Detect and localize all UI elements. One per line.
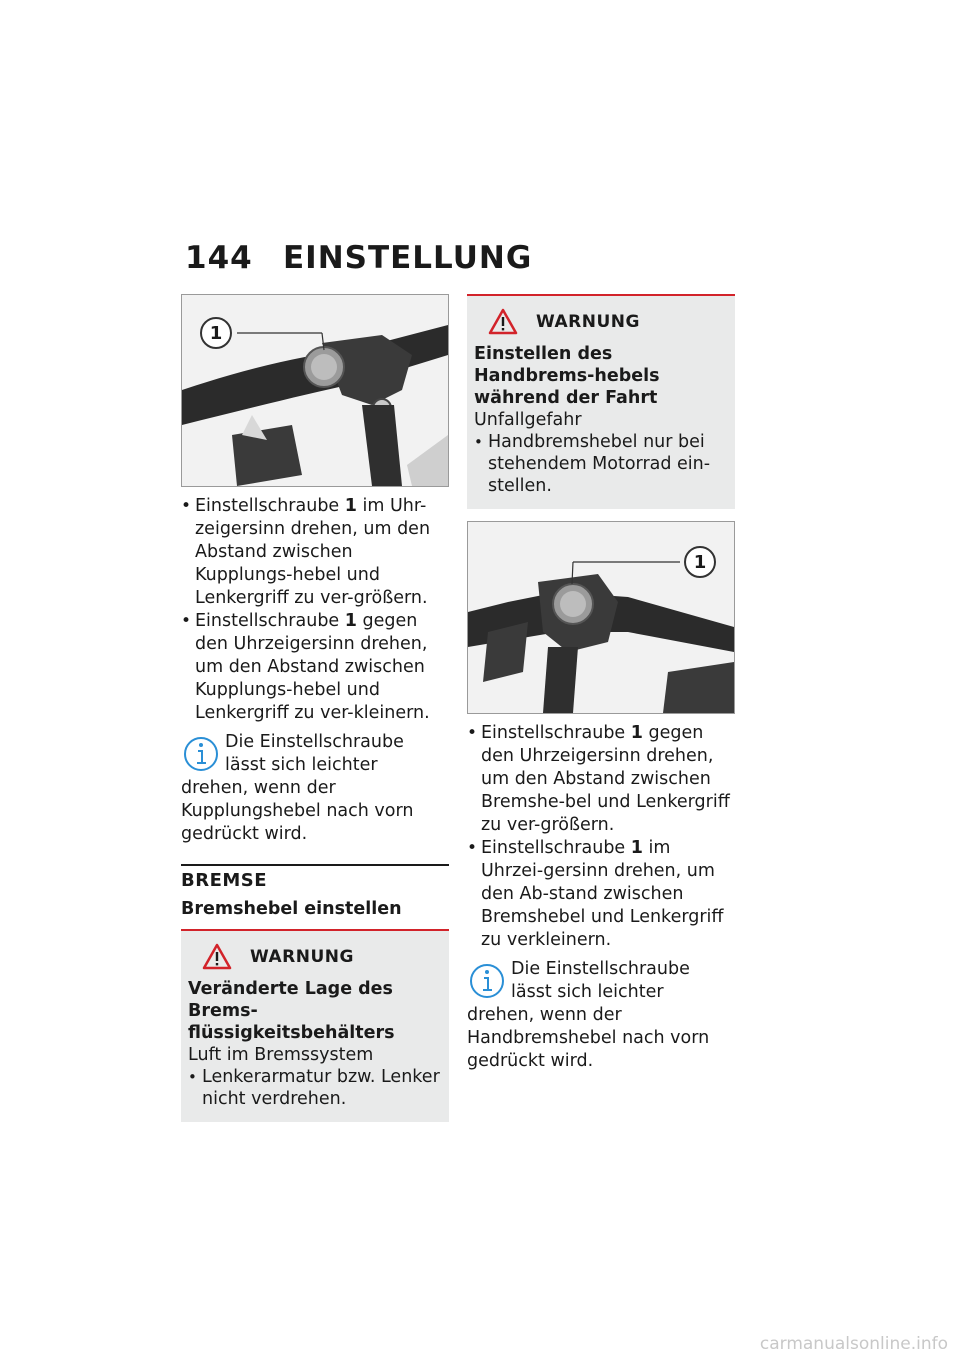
warning-box (467, 294, 735, 509)
callout-number: 1 (693, 551, 707, 573)
step-ref: 1 (630, 723, 643, 743)
page-number: 144 (185, 240, 253, 276)
warning-triangle-icon (488, 308, 518, 335)
info-note (467, 958, 735, 1073)
right-column (467, 294, 735, 1073)
brake-lever-figure (467, 521, 735, 714)
info-note (181, 731, 449, 846)
warning-list (188, 1066, 443, 1110)
info-icon (467, 958, 509, 1004)
watermark: carmanualsonline.info (759, 1334, 948, 1354)
warning-box (181, 929, 449, 1122)
subsection-title: Bremshebel einstellen (181, 899, 402, 919)
list-item: • Handbremshebel nur bei stehendem Motorrad ein-stellen. (474, 431, 729, 497)
list-item: • Lenkerarmatur bzw. Lenker nicht verdrehen. (188, 1066, 443, 1110)
warning-header (188, 943, 443, 970)
note-text: Die Einstellschraube lässt sich leichter drehen, wenn der Kupplungshebel nach vorn gedrückt wird. (181, 732, 414, 844)
list-item: • Einstellschraube 1 im Uhr-zeigersinn drehen, um den Abstand zwischen Kupplungs-hebel und Lenkergriff zu ver-größern. (181, 495, 449, 610)
page-title: EINSTELLUNG (283, 240, 533, 276)
clutch-adjust-steps (181, 495, 449, 725)
warning-header (474, 308, 729, 335)
step-ref: 1 (344, 611, 357, 631)
clutch-lever-figure (181, 294, 449, 487)
warning-list (474, 431, 729, 497)
list-item: • Einstellschraube 1 gegen den Uhrzeigersinn drehen, um den Abstand zwischen Bremshe-bel und Lenkergriff zu ver-größern. (467, 722, 735, 837)
warning-triangle-icon (202, 943, 232, 970)
left-column (181, 294, 449, 1122)
list-item: • Einstellschraube 1 gegen den Uhrzeigersinn drehen, um den Abstand zwischen Kupplungs-hebel und Lenkergriff zu ver-kleinern. (181, 610, 449, 725)
note-text: Die Einstellschraube lässt sich leichter drehen, wenn der Handbremshebel nach vorn gedrückt wird. (467, 959, 710, 1071)
warning-label: WARNUNG (536, 311, 640, 332)
callout-circle (200, 317, 232, 349)
brake-adjust-steps (467, 722, 735, 952)
section-title: BREMSE (181, 870, 268, 891)
page-header (185, 240, 532, 276)
warning-title: Veränderte Lage des Brems-flüssigkeitsbehälters (188, 979, 395, 1043)
warning-title: Einstellen des Handbrems-hebels während der Fahrt (474, 344, 660, 408)
callout-number: 1 (209, 322, 223, 344)
warning-label: WARNUNG (250, 946, 354, 967)
warning-subtitle: Unfallgefahr (474, 410, 582, 430)
warning-subtitle: Luft im Bremssystem (188, 1045, 374, 1065)
step-ref: 1 (344, 496, 357, 516)
brake-section (181, 864, 449, 919)
step-ref: 1 (630, 838, 643, 858)
callout-circle (684, 546, 716, 578)
list-item: • Einstellschraube 1 im Uhrzei-gersinn drehen, um den Ab-stand zwischen Bremshebel und Lenkergriff zu verkleinern. (467, 837, 735, 952)
info-icon (181, 731, 223, 777)
